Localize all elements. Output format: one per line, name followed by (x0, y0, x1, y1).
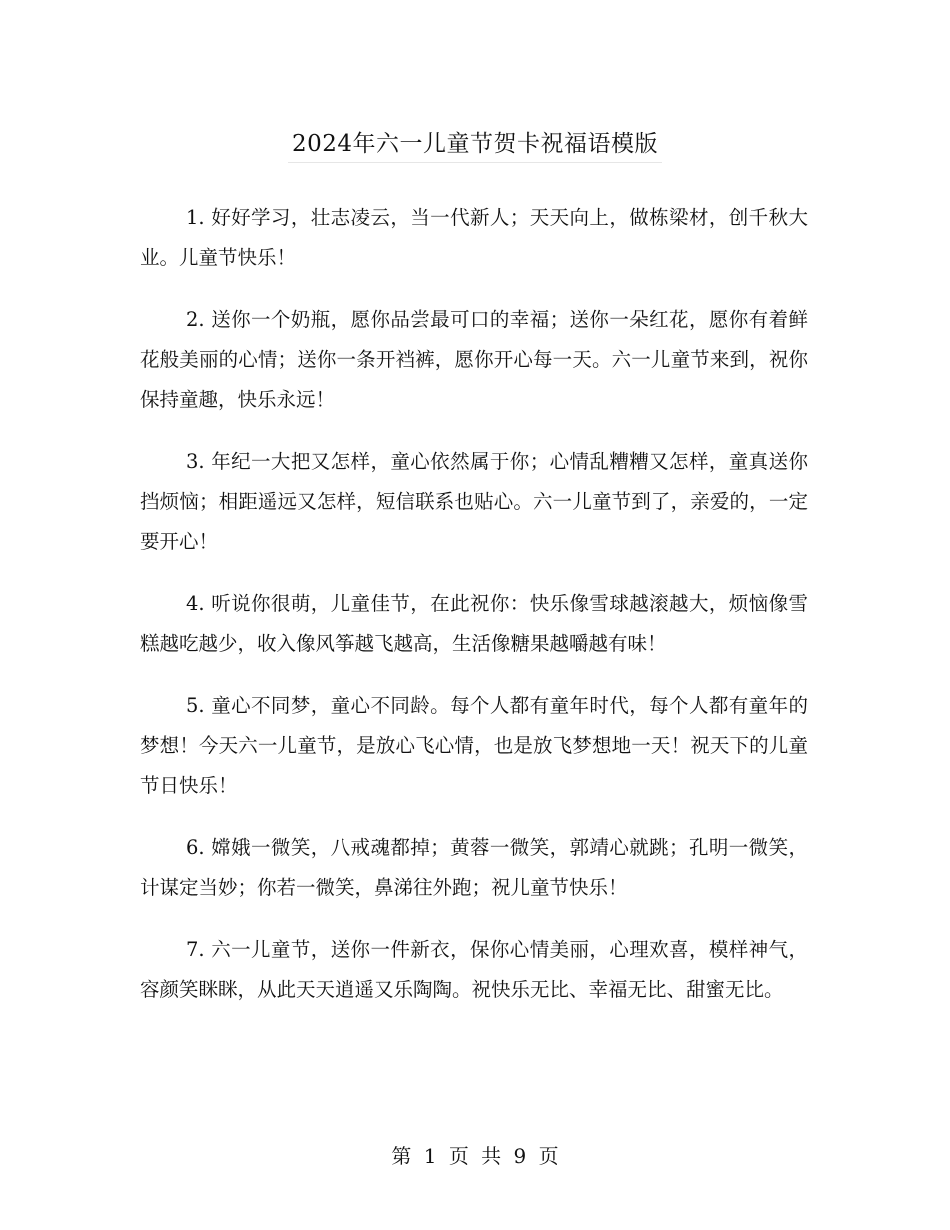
page-number-footer: 第 1 页 共 9 页 (391, 1144, 559, 1168)
document-title (0, 128, 950, 163)
paragraph-1: 1. 好好学习，壮志凌云，当一代新人；天天向上，做栋梁材，创千秋大业。儿童节快乐！ (140, 206, 808, 269)
paragraph-2: 2. 送你一个奶瓶，愿你品尝最可口的幸福；送你一朵红花，愿你有着鲜花般美丽的心情；送你一条开裆裤，愿你开心每一天。六一儿童节来到，祝你保持童趣，快乐永远！ (140, 308, 808, 411)
paragraph-5: 5. 童心不同梦，童心不同龄。每个人都有童年时代，每个人都有童年的梦想！今天六一儿童节，是放心飞心情，也是放飞梦想地一天！祝天下的儿童节日快乐！ (140, 694, 808, 797)
paragraph-3: 3. 年纪一大把又怎样，童心依然属于你；心情乱糟糟又怎样，童真送你挡烦恼；相距遥远又怎样，短信联系也贴心。六一儿童节到了，亲爱的，一定要开心！ (140, 450, 808, 553)
document-body (140, 198, 808, 1032)
paragraph-4: 4. 听说你很萌，儿童佳节，在此祝你：快乐像雪球越滚越大，烦恼像雪糕越吃越少，收入像风筝越飞越高，生活像糖果越嚼越有味！ (140, 592, 808, 655)
paragraph-7: 7. 六一儿童节，送你一件新衣，保你心情美丽，心理欢喜，模样神气，容颜笑眯眯，从此天天逍遥又乐陶陶。祝快乐无比、幸福无比、甜蜜无比。 (140, 938, 808, 1001)
paragraph-6: 6. 嫦娥一微笑，八戒魂都掉；黄蓉一微笑，郭靖心就跳；孔明一微笑，计谋定当妙；你若一微笑，鼻涕往外跑；祝儿童节快乐！ (140, 836, 808, 899)
document-title-text: 2024年六一儿童节贺卡祝福语模版 (288, 128, 662, 163)
